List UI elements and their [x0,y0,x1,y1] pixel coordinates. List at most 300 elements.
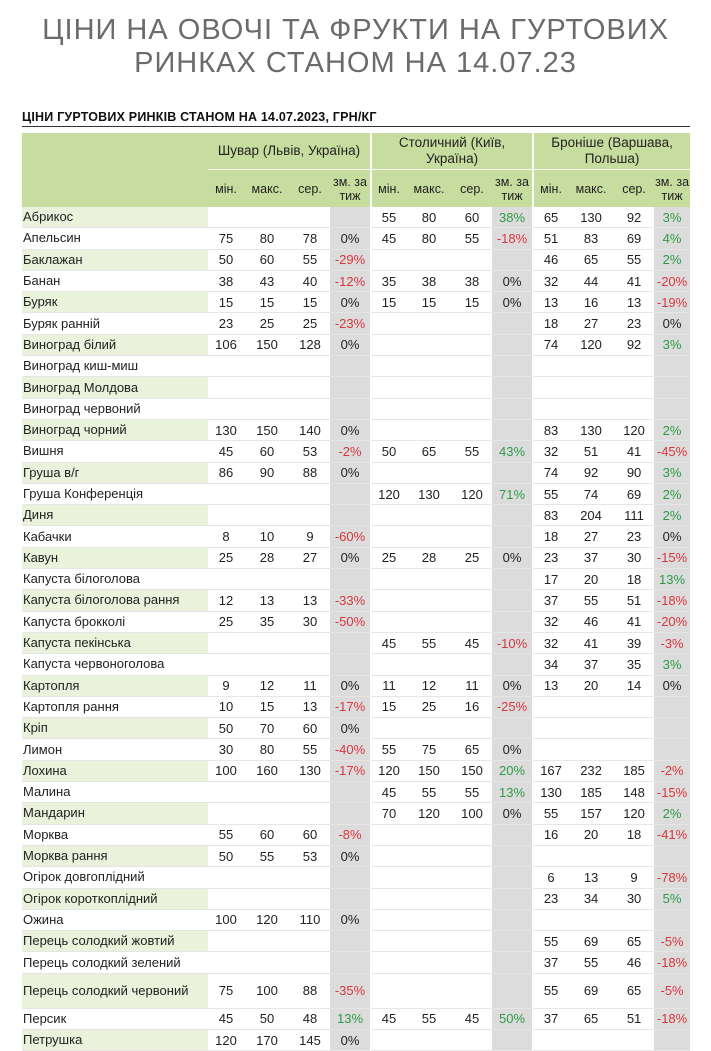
price-change: -45% [654,441,690,462]
price-change: 0% [492,271,532,292]
col-avg: сер. [452,170,492,207]
price-min: 86 [208,463,244,484]
price-min: 13 [532,676,568,697]
price-change: -15% [654,782,690,803]
price-table-body [22,207,690,1051]
price-change: -18% [492,228,532,249]
price-min [208,505,244,526]
price-avg: 60 [290,825,330,846]
price-change: 0% [330,335,370,356]
price-min [370,250,406,271]
price-max: 34 [568,889,614,910]
price-max [406,1030,452,1051]
table-row [22,526,690,547]
product-name: Картопля рання [22,697,208,718]
product-name: Картопля [22,676,208,697]
price-avg: 69 [614,228,654,249]
table-row [22,548,690,569]
price-avg [452,569,492,590]
price-max: 55 [406,782,452,803]
price-max [406,590,452,611]
price-avg [452,952,492,973]
price-avg: 23 [614,526,654,547]
price-min: 23 [532,889,568,910]
price-max: 51 [568,441,614,462]
price-change [654,718,690,739]
price-avg: 27 [290,548,330,569]
price-min: 37 [532,952,568,973]
table-row [22,718,690,739]
table-row [22,952,690,973]
price-change: -5% [654,931,690,952]
price-max: 160 [244,761,290,782]
col-change: зм. за тиж [654,170,690,207]
price-min [370,718,406,739]
price-change: 0% [330,910,370,931]
price-max: 55 [244,846,290,867]
price-max [406,399,452,420]
price-max [406,867,452,888]
price-change: -12% [330,271,370,292]
price-avg [290,356,330,377]
price-max: 27 [568,313,614,334]
product-name: Виноград Молдова [22,377,208,398]
price-max [568,1030,614,1051]
table-row [22,676,690,697]
price-min [532,718,568,739]
price-avg [452,526,492,547]
price-max [406,505,452,526]
price-avg: 148 [614,782,654,803]
price-min [208,931,244,952]
price-avg: 55 [452,782,492,803]
price-avg: 46 [614,952,654,973]
price-min [370,335,406,356]
price-min: 34 [532,654,568,675]
price-min: 15 [208,292,244,313]
price-change: -50% [330,612,370,633]
price-max: 44 [568,271,614,292]
price-max [406,569,452,590]
product-name: Абрикос [22,207,208,228]
price-max: 69 [568,931,614,952]
price-min [532,739,568,760]
price-avg: 13 [290,697,330,718]
price-min: 55 [370,207,406,228]
price-avg [614,910,654,931]
price-avg: 55 [452,228,492,249]
price-max: 69 [568,974,614,1009]
price-avg: 13 [614,292,654,313]
price-min [532,377,568,398]
table-row [22,207,690,228]
price-avg: 18 [614,825,654,846]
price-change [492,825,532,846]
price-max [406,910,452,931]
price-max: 20 [568,825,614,846]
product-name: Груша в/г [22,463,208,484]
price-avg: 100 [452,803,492,824]
price-min: 55 [532,931,568,952]
price-min: 130 [532,782,568,803]
price-max [406,889,452,910]
price-avg: 55 [452,441,492,462]
caption-rule [22,126,690,127]
price-max [406,974,452,1009]
col-max: макс. [568,170,614,207]
price-change: 0% [492,803,532,824]
price-avg [290,867,330,888]
price-max: 55 [406,1009,452,1030]
price-min: 50 [208,718,244,739]
price-min [370,313,406,334]
price-avg: 30 [290,612,330,633]
price-min [208,803,244,824]
price-min: 50 [208,250,244,271]
price-change: -3% [654,633,690,654]
price-change: 2% [654,803,690,824]
price-change [492,612,532,633]
price-max [568,697,614,718]
price-max: 100 [244,974,290,1009]
price-max [406,931,452,952]
price-change: 0% [330,1030,370,1051]
price-avg [614,1030,654,1051]
price-change [492,463,532,484]
price-min [370,377,406,398]
price-min [208,484,244,505]
price-change [330,207,370,228]
price-avg [452,463,492,484]
price-avg: 18 [614,569,654,590]
price-change [330,782,370,803]
price-change: 4% [654,228,690,249]
price-min [208,569,244,590]
price-max: 15 [244,697,290,718]
price-avg: 38 [452,271,492,292]
price-max: 80 [244,739,290,760]
price-min [370,825,406,846]
product-name: Баклажан [22,250,208,271]
price-min [370,399,406,420]
price-min: 55 [532,484,568,505]
product-name: Персик [22,1009,208,1030]
price-min: 55 [208,825,244,846]
price-min [370,505,406,526]
price-change [492,569,532,590]
price-max: 65 [568,1009,614,1030]
price-change [330,654,370,675]
price-max [406,952,452,973]
price-max [406,420,452,441]
price-max: 170 [244,1030,290,1051]
price-change: 0% [330,463,370,484]
price-change [330,803,370,824]
price-change: 0% [492,292,532,313]
price-change: -40% [330,739,370,760]
price-max [244,803,290,824]
price-min [208,782,244,803]
product-name: Груша Конференція [22,484,208,505]
price-max [406,612,452,633]
price-max [568,356,614,377]
price-change: 0% [330,292,370,313]
market-header-stolychnyi: Столичний (Київ, Україна) [370,133,532,170]
product-name: Ожина [22,910,208,931]
price-min: 75 [208,228,244,249]
price-min [532,1030,568,1051]
price-avg [452,250,492,271]
price-min: 50 [208,846,244,867]
price-change [492,526,532,547]
product-name: Капуста білоголова [22,569,208,590]
price-change [492,952,532,973]
price-change [492,356,532,377]
product-name: Виноград чорний [22,420,208,441]
price-max [244,207,290,228]
product-name: Кавун [22,548,208,569]
price-min [370,974,406,1009]
price-change [654,739,690,760]
price-max [568,910,614,931]
product-name: Перець солодкий червоний [22,974,208,1009]
price-avg: 128 [290,335,330,356]
price-max: 130 [568,207,614,228]
price-max: 15 [406,292,452,313]
product-name: Буряк ранній [22,313,208,334]
price-min: 25 [370,548,406,569]
price-avg: 92 [614,207,654,228]
price-avg: 53 [290,441,330,462]
product-name: Вишня [22,441,208,462]
price-avg [452,505,492,526]
price-max: 20 [568,569,614,590]
col-min: мін. [370,170,406,207]
price-avg: 51 [614,1009,654,1030]
price-avg: 88 [290,974,330,1009]
price-min [370,931,406,952]
price-min: 32 [532,271,568,292]
price-avg: 11 [290,676,330,697]
product-name: Мандарин [22,803,208,824]
price-avg [614,718,654,739]
price-avg [290,889,330,910]
price-min: 83 [532,420,568,441]
table-row [22,612,690,633]
product-name: Виноград білий [22,335,208,356]
price-max: 65 [406,441,452,462]
price-avg [452,910,492,931]
price-min: 55 [532,803,568,824]
price-max: 150 [244,420,290,441]
price-avg [452,356,492,377]
price-min: 74 [532,463,568,484]
price-min: 13 [532,292,568,313]
table-row [22,250,690,271]
price-avg [290,377,330,398]
price-max: 70 [244,718,290,739]
price-change: 13% [330,1009,370,1030]
price-avg: 48 [290,1009,330,1030]
price-avg: 55 [290,250,330,271]
price-max [244,889,290,910]
price-change [654,846,690,867]
table-row [22,654,690,675]
price-min [370,463,406,484]
price-change: -17% [330,761,370,782]
product-name: Лохина [22,761,208,782]
table-caption: ЦІНИ ГУРТОВИХ РИНКІВ СТАНОМ НА 14.07.2023, ГРН/КГ [22,110,377,124]
price-min: 100 [208,761,244,782]
price-avg [614,739,654,760]
price-max [406,718,452,739]
price-change: -18% [654,1009,690,1030]
price-max [244,484,290,505]
price-max: 75 [406,739,452,760]
price-avg [290,633,330,654]
price-min: 45 [208,441,244,462]
price-max: 27 [568,526,614,547]
price-change: -60% [330,526,370,547]
price-avg [290,931,330,952]
price-max [244,377,290,398]
price-change: 3% [654,207,690,228]
price-change: 0% [330,420,370,441]
product-name: Диня [22,505,208,526]
price-change [330,931,370,952]
price-min: 32 [532,441,568,462]
price-max [244,931,290,952]
price-avg: 9 [290,526,330,547]
price-avg [452,889,492,910]
price-min: 75 [208,974,244,1009]
table-row [22,441,690,462]
price-avg [452,612,492,633]
price-avg [290,569,330,590]
price-change: 0% [330,676,370,697]
price-change: -35% [330,974,370,1009]
price-change [492,867,532,888]
price-change [654,356,690,377]
price-change [492,377,532,398]
price-max: 25 [406,697,452,718]
price-max: 55 [568,952,614,973]
price-avg: 39 [614,633,654,654]
price-avg: 65 [452,739,492,760]
price-max [244,633,290,654]
price-avg: 15 [452,292,492,313]
table-row [22,335,690,356]
price-change [492,399,532,420]
product-name: Виноград червоний [22,399,208,420]
price-max [406,377,452,398]
price-change: 3% [654,335,690,356]
price-min [532,356,568,377]
price-max: 46 [568,612,614,633]
table-row [22,313,690,334]
price-change [330,889,370,910]
price-avg: 60 [452,207,492,228]
product-name: Капуста пекінська [22,633,208,654]
price-change: -18% [654,952,690,973]
price-change [492,250,532,271]
price-max: 232 [568,761,614,782]
market-header-shuvar: Шувар (Львів, Україна) [208,133,370,170]
price-min: 106 [208,335,244,356]
price-min: 37 [532,1009,568,1030]
price-change: 2% [654,505,690,526]
price-change: -2% [330,441,370,462]
price-max [244,569,290,590]
price-min: 9 [208,676,244,697]
price-max [568,739,614,760]
price-max: 204 [568,505,614,526]
price-max [244,505,290,526]
price-avg [290,952,330,973]
price-avg [290,505,330,526]
col-max: макс. [244,170,290,207]
price-change [492,889,532,910]
price-max [244,399,290,420]
price-max: 37 [568,548,614,569]
price-avg: 9 [614,867,654,888]
table-row [22,910,690,931]
price-change [330,484,370,505]
price-min: 30 [208,739,244,760]
price-change: 20% [492,761,532,782]
price-change: 2% [654,484,690,505]
table-row [22,867,690,888]
price-change: -20% [654,271,690,292]
price-min [370,590,406,611]
price-min [208,399,244,420]
price-change: 0% [492,548,532,569]
price-avg: 40 [290,271,330,292]
price-avg: 35 [614,654,654,675]
price-avg: 111 [614,505,654,526]
price-change [492,718,532,739]
price-avg [452,1030,492,1051]
price-change: 3% [654,463,690,484]
price-avg: 41 [614,441,654,462]
price-max: 41 [568,633,614,654]
price-avg: 45 [452,1009,492,1030]
price-avg [452,867,492,888]
price-avg [452,825,492,846]
price-max: 150 [244,335,290,356]
table-row [22,931,690,952]
price-change: 5% [654,889,690,910]
price-avg [452,974,492,1009]
price-avg: 16 [452,697,492,718]
price-avg: 120 [614,420,654,441]
price-avg [452,377,492,398]
price-avg [290,803,330,824]
price-min: 45 [370,633,406,654]
price-change: 50% [492,1009,532,1030]
price-avg: 53 [290,846,330,867]
price-max: 28 [244,548,290,569]
price-min: 25 [208,548,244,569]
price-avg [290,399,330,420]
price-change [330,505,370,526]
price-min [532,697,568,718]
market-header-bronishe: Броніше (Варшава, Польша) [532,133,690,170]
price-change [330,633,370,654]
price-min [370,526,406,547]
price-min: 120 [208,1030,244,1051]
price-min: 83 [532,505,568,526]
